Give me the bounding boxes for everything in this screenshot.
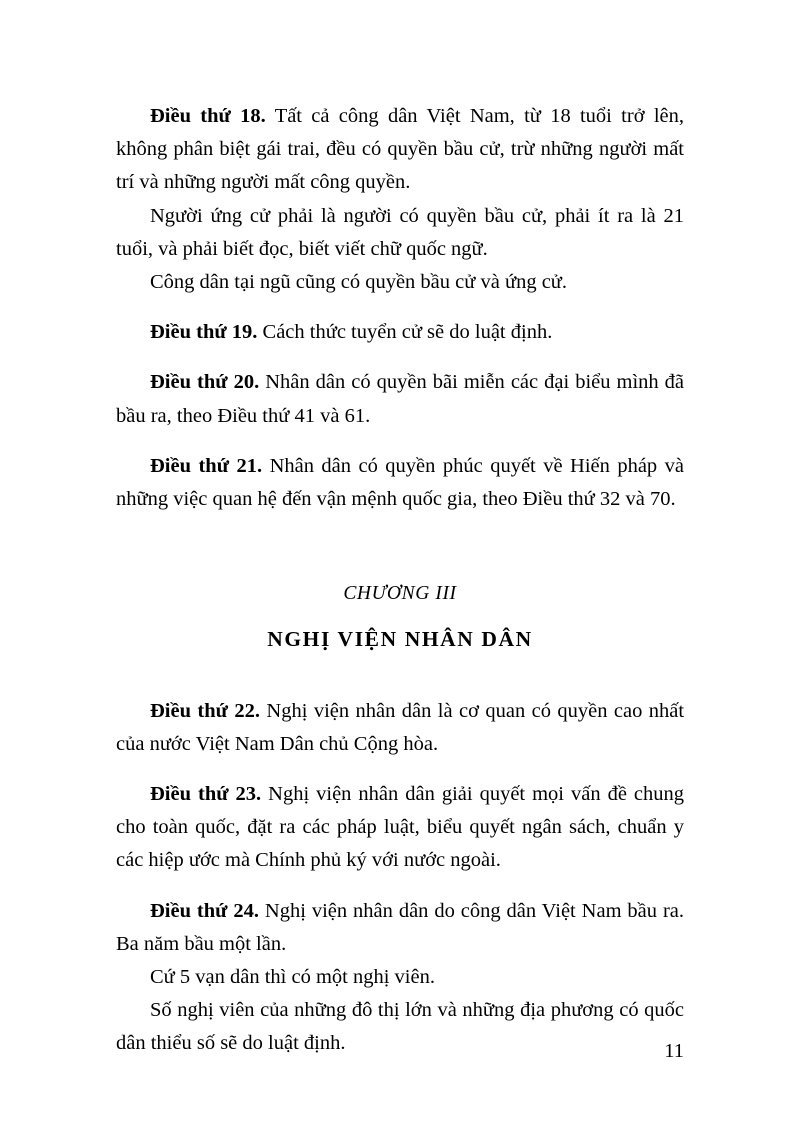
article-19-paragraph-1 [116, 316, 684, 349]
article-23-text-1: Nghị viện nhân dân giải quyết mọi vấn đề chung cho toàn quốc, đặt ra các pháp luật, biểu quyết ngân sách, chuẩn y các hiệp ước mà Chính phủ ký với nước ngoài. [116, 783, 685, 872]
article-20-text-1: Nhân dân có quyền bãi miễn các đại biểu mình đã bầu ra, theo Điều thứ 41 và 61. [116, 371, 685, 427]
article-22-paragraph-1 [116, 695, 684, 761]
article-24-label: Điều thứ 24. [150, 899, 259, 922]
article-24-text-1: Nghị viện nhân dân do công dân Việt Nam bầu ra. Ba năm bầu một lần. [116, 899, 684, 955]
article-18-paragraph-1 [116, 100, 684, 200]
article-18-text-1: Tất cả công dân Việt Nam, từ 18 tuổi trở lên, không phân biệt gái trai, đều có quyền bầu cử, trừ những người mất trí và những người mất công quyền. [116, 105, 685, 194]
article-23-paragraph-1 [116, 778, 684, 878]
article-20-label: Điều thứ 20. [150, 371, 260, 394]
article-24-paragraph-2: Cứ 5 vạn dân thì có một nghị viên. [150, 966, 435, 989]
article-18-paragraph-3: Công dân tại ngũ cũng có quyền bầu cử và ứng cử. [150, 271, 568, 294]
article-24-paragraph-3: Số nghị viên của những đô thị lớn và những địa phương có quốc dân thiểu số sẽ do luật định. [116, 999, 684, 1055]
article-23-label: Điều thứ 23. [150, 783, 262, 806]
article-21-paragraph-1 [116, 450, 684, 516]
page-number: 11 [664, 1040, 684, 1062]
article-19-text-1: Cách thức tuyển cử sẽ do luật định. [262, 321, 553, 344]
chapter-number: CHƯƠNG III [343, 583, 457, 605]
article-21-text-1: Nhân dân có quyền phúc quyết về Hiến pháp và những việc quan hệ đến vận mệnh quốc gia, theo Điều thứ 32 và 70. [116, 454, 684, 511]
article-24-paragraph-1 [116, 895, 684, 961]
chapter-heading [116, 578, 684, 656]
article-19-label: Điều thứ 19. [150, 321, 258, 344]
article-18-label: Điều thứ 18. [150, 105, 266, 127]
article-18-paragraph-2: Người ứng cử phải là người có quyền bầu cử, phải ít ra là 21 tuổi, và phải biết đọc, biết viết chữ quốc ngữ. [116, 204, 684, 260]
chapter-title: NGHỊ VIỆN NHÂN DÂN [267, 626, 533, 651]
article-22-label: Điều thứ 22. [150, 699, 260, 722]
article-21-label: Điều thứ 21. [150, 454, 263, 477]
page-content [116, 100, 684, 1061]
article-22-text-1: Nghị viện nhân dân là cơ quan có quyền cao nhất của nước Việt Nam Dân chủ Cộng hòa. [116, 699, 685, 755]
article-20-paragraph-1 [116, 366, 684, 432]
